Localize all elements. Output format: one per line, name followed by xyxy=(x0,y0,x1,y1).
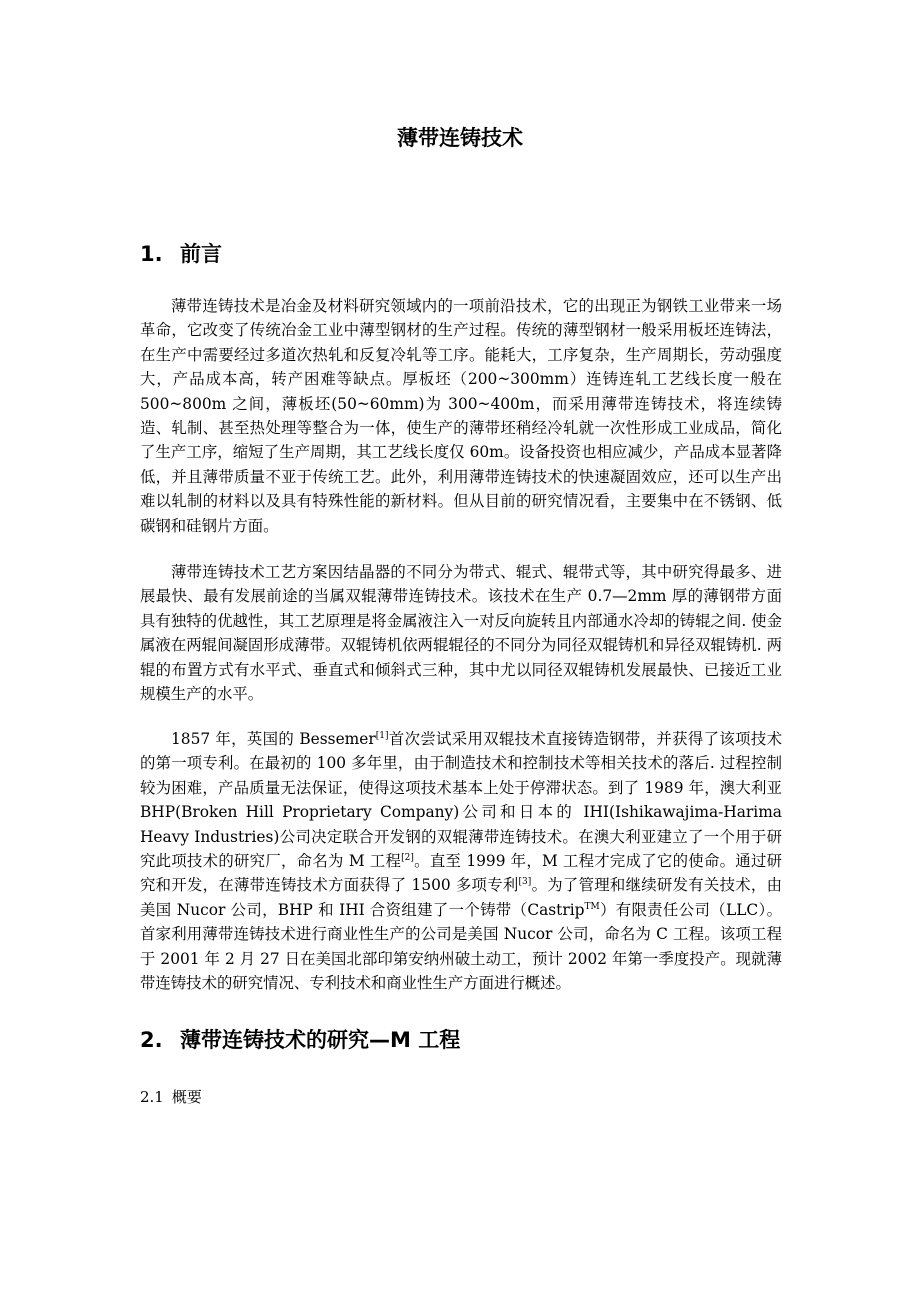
document-title: 薄带连铸技术 xyxy=(397,126,523,150)
paragraph-2: 薄带连铸技术工艺方案因结晶器的不同分为带式、辊式、辊带式等，其中研究得最多、进展最快、最有发展前途的当属双辊薄带连铸技术。该技术在生产 0.7—2mm 厚的薄钢带方面具有独特的优越性，其工艺原理是将金属液注入一对反向旋转且内部通水冷却的铸辊之间. 使金属液在两辊间凝固形成薄带。双辊铸机依两辊辊径的不同分为同径双辊铸机和异径双辊铸机. 两辊的布置方式有水平式、垂直式和倾斜式三种，其中尤以同径双辊铸机发展最快、已接近工业规模生产的水平。 xyxy=(140,563,782,704)
paragraph-3 xyxy=(140,727,782,995)
subsection-heading xyxy=(140,1086,202,1107)
section-title: 前言 xyxy=(180,242,222,266)
citation-ref: [2] xyxy=(401,853,414,864)
citation-ref: [3] xyxy=(518,877,532,888)
paragraph-text: 。为了管理和继续研发有关技术，由美国 Nucor 公司，BHP 和 IHI 合资组建了一个铸带（Castrip xyxy=(140,876,782,919)
trademark-mark: TM xyxy=(584,901,600,912)
section-number: 1. xyxy=(140,242,163,266)
subsection-title: 概要 xyxy=(171,1088,202,1106)
paragraph-1: 薄带连铸技术是冶金及材料研究领域内的一项前沿技术，它的出现正为钢铁工业带来一场革命，它改变了传统冶金工业中薄型钢材的生产过程。传统的薄型钢材一般采用板坯连铸法，在生产中需要经过多道次热轧和反复冷轧等工序。能耗大，工序复杂，生产周期长，劳动强度大，产品成本高，转产困难等缺点。厚板坯（200~300mm）连铸连轧工艺线长度一般在 500~800m 之间，薄板坯(50~60mm)为 300~400m，而采用薄带连铸技术，将连续铸造、轧制、甚至热处理等整合为一体，使生产的薄带坯稍经冷轧就一次性形成工业成品，简化了生产工序，缩短了生产周期，其工艺线长度仅 60m。设备投资也相应减少，产品成本显著降低，并且薄带质量不亚于传统工艺。此外，利用薄带连铸技术的快速凝固效应，还可以生产出难以轧制的材料以及具有特殊性能的新材料。但从目前的研究情况看，主要集中在不锈钢、低碳钢和硅钢片方面。 xyxy=(140,297,782,535)
citation-ref: [1] xyxy=(375,731,389,741)
paragraph-text: ）有限责任公司（LLC）。首家利用薄带连铸技术进行商业性生产的公司是美国 Nucor 公司，命名为 C 工程。该项工程于 2001 年 2 月 27 日在美国北部印第安纳州破土动工，预计 2002 年第一季度投产。现就薄带连铸技术的研究情况、专利技术和商业性生产方面进行概述。 xyxy=(140,900,782,993)
subsection-number: 2.1 xyxy=(140,1088,164,1106)
section-title: 薄带连铸技术的研究—M 工程 xyxy=(180,1028,461,1052)
section-number: 2. xyxy=(140,1028,163,1052)
section-heading-2 xyxy=(140,1024,460,1054)
section-heading-1 xyxy=(140,238,222,268)
paragraph-text: 。直至 1999 年，M 工程才完成了它的使命。通过研究和开发，在薄带连铸技术方面获得了 1500 多项专利 xyxy=(140,852,783,895)
paragraph-text: 1857 年，英国的 Bessemer xyxy=(171,730,376,748)
paragraph-text: 首次尝试采用双辊技术直接铸造钢带，并获得了该项技术的第一项专利。在最初的 100 多年里，由于制造技术和控制技术等相关技术的落后. 过程控制较为困难，产品质量无法保证，使得这项技术基本上处于停滞状态。到了 1989 年，澳大利亚 BHP(Broken Hill Proprietary Company)公司和日本的 IHI(Ishikawajima-Harima Heavy Industries)公司决定联合开发钢的双辊薄带连铸技术。在澳大利亚建立了一个用于研究此项技术的研究厂，命名为 M 工程 xyxy=(140,730,782,871)
